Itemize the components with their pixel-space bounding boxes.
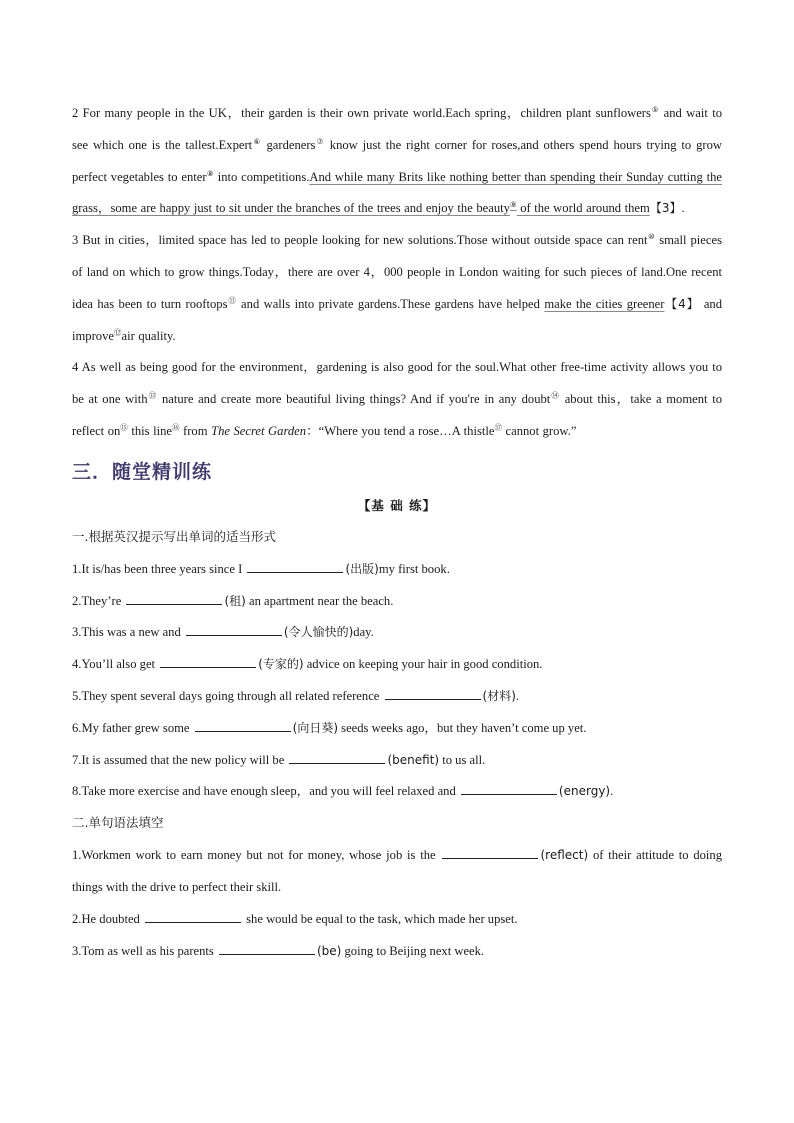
- item-text: 1.Workmen work to earn money but not for money, whose job is the: [72, 848, 441, 863]
- document-content: [72, 98, 722, 967]
- exercise-item: [72, 840, 722, 904]
- exercise-item: [72, 586, 722, 618]
- item-text: seeds weeks ago，but they haven’t come up yet.: [338, 720, 587, 735]
- exercise-item: [72, 904, 722, 936]
- item-text: an apartment near the beach.: [245, 593, 394, 608]
- footnote-number: ⑰: [494, 422, 502, 432]
- exercise-item: [72, 617, 722, 649]
- footnote-number: ⑪: [227, 295, 237, 305]
- text: know just the right corner for roses,and others spend hours trying to grow perfect vegetables to enter: [72, 137, 722, 184]
- text: cannot grow.”: [501, 423, 577, 438]
- text: and walls into private gardens.These gardens have helped: [236, 296, 545, 311]
- text: ：“Where you tend a rose…A thistle: [306, 423, 495, 438]
- sentence-marker: 【3】: [649, 201, 682, 216]
- exercise-group-1: [72, 554, 722, 808]
- text: gardeners: [261, 137, 316, 152]
- answer-blank[interactable]: [160, 653, 256, 668]
- exercise-item: [72, 681, 722, 713]
- footnote-number: ⑩: [647, 232, 656, 241]
- footnote-number: ⑯: [171, 422, 180, 432]
- footnote-number: ⑧: [206, 168, 214, 178]
- text: about this，take a moment to reflect on: [72, 392, 722, 438]
- answer-blank[interactable]: [219, 940, 315, 955]
- answer-blank[interactable]: [289, 749, 385, 764]
- item-text: day.: [353, 625, 374, 640]
- footnote-number: ⑦: [315, 136, 325, 146]
- answer-blank[interactable]: [126, 590, 222, 605]
- text: and improve: [72, 296, 723, 343]
- underlined-phrase: make the cities greener: [544, 296, 665, 311]
- exercise-group-title-1: 一.根据英汉提示写出单词的适当形式: [72, 528, 276, 544]
- sentence-marker: 【4】: [664, 296, 700, 311]
- item-text: 1.It is/has been three years since I: [72, 561, 246, 576]
- item-hint: (向日葵): [292, 720, 339, 735]
- book-title: The Secret Garden: [211, 423, 307, 438]
- item-text: 3.This was a new and: [72, 625, 184, 640]
- text: 2 For many people in the UK，their garden is their own private world.Each spring，children plant sunflowers: [72, 106, 651, 120]
- item-text: of their attitude to doing things with the drive to perfect their skill.: [72, 848, 723, 894]
- section-title: 三．随堂精训练: [72, 460, 213, 483]
- text: air quality.: [121, 328, 176, 343]
- answer-blank[interactable]: [461, 780, 557, 795]
- item-hint: (energy): [558, 784, 611, 799]
- exercise-group-2: [72, 840, 722, 967]
- underlined-sentence: of the world around them: [516, 201, 650, 216]
- text: nature and create more beautiful living things? And if you're in any doubt: [157, 392, 551, 407]
- item-hint: (专家的): [258, 657, 304, 672]
- item-hint: (reflect): [540, 848, 589, 863]
- text: small pieces of land on which to grow things.Today，there are over 4，000 people in London waiting for such pieces of land.One recent idea has been to turn rooftops: [72, 233, 722, 311]
- text: and wait to see which one is the tallest.Expert: [72, 106, 722, 152]
- item-hint: (令人愉快的): [283, 625, 354, 640]
- exercise-item: [72, 649, 722, 681]
- section-subtitle: 【基 础 练】: [357, 497, 437, 513]
- item-text: 2.He doubted: [72, 911, 143, 926]
- exercise-item: [72, 936, 722, 968]
- item-text: 8.Take more exercise and have enough sleep，and you will feel relaxed and: [72, 784, 459, 799]
- footnote-number: ⑫: [113, 327, 122, 337]
- item-hint: (材料): [482, 688, 516, 703]
- paragraph-2: [72, 98, 722, 225]
- text: from: [179, 423, 212, 438]
- item-text: 3.Tom as well as his parents: [72, 943, 217, 958]
- item-text: going to Beijing next week.: [341, 943, 485, 958]
- footnote-number: ⑭: [550, 390, 561, 400]
- answer-blank[interactable]: [186, 621, 282, 636]
- exercise-item: [72, 745, 722, 777]
- item-hint: (租): [224, 593, 246, 608]
- item-text: she would be equal to the task, which made her upset.: [243, 911, 518, 926]
- footnote-number: ⑮: [120, 422, 128, 432]
- item-text: 5.They spent several days going through all related reference: [72, 688, 383, 703]
- paragraph-3: [72, 225, 722, 352]
- item-text: 7.It is assumed that the new policy will be: [72, 752, 288, 767]
- item-text: advice on keeping your hair in good condition.: [303, 657, 543, 672]
- item-text: .: [515, 688, 520, 703]
- item-text: 2.They’re: [72, 593, 125, 608]
- item-text: 4.You’ll also get: [72, 657, 159, 672]
- answer-blank[interactable]: [385, 685, 481, 700]
- exercise-group-title-2: 二.单句语法填空: [72, 815, 164, 831]
- item-text: my first book.: [378, 561, 450, 576]
- item-text: 6.My father grew some: [72, 720, 193, 735]
- text: into competitions.: [213, 169, 310, 184]
- exercise-item: [72, 554, 722, 586]
- answer-blank[interactable]: [247, 558, 343, 573]
- footnote-number: ⑥: [252, 136, 262, 146]
- underlined-sentence: And while many Brits like nothing better than spending their Sunday cutting the grass，some are happy just to sit under the branches of the trees and enjoy the beauty: [72, 169, 722, 216]
- answer-blank[interactable]: [195, 717, 291, 732]
- exercise-item: [72, 776, 722, 808]
- paragraph-4: [72, 352, 722, 447]
- exercise-item: [72, 713, 722, 745]
- item-hint: (benefit): [387, 752, 440, 767]
- item-text: to us all.: [439, 752, 486, 767]
- item-hint: (be): [316, 943, 342, 958]
- text: 3 But in cities，limited space has led to people looking for new solutions.Those without outside space can rent: [72, 233, 648, 248]
- text: 4 As well as being good for the environment，gardening is also good for the soul.What other free-time activity allows you to be at one with: [72, 360, 722, 407]
- answer-blank[interactable]: [442, 844, 538, 859]
- footnote-number: ⑬: [147, 390, 158, 400]
- text: this line: [127, 423, 172, 438]
- text: .: [681, 201, 685, 216]
- item-text: .: [610, 784, 614, 799]
- answer-blank[interactable]: [145, 908, 241, 923]
- item-hint: (出版): [345, 561, 379, 576]
- footnote-number: ⑤: [650, 104, 660, 114]
- footnote-number: ⑨: [509, 200, 517, 210]
